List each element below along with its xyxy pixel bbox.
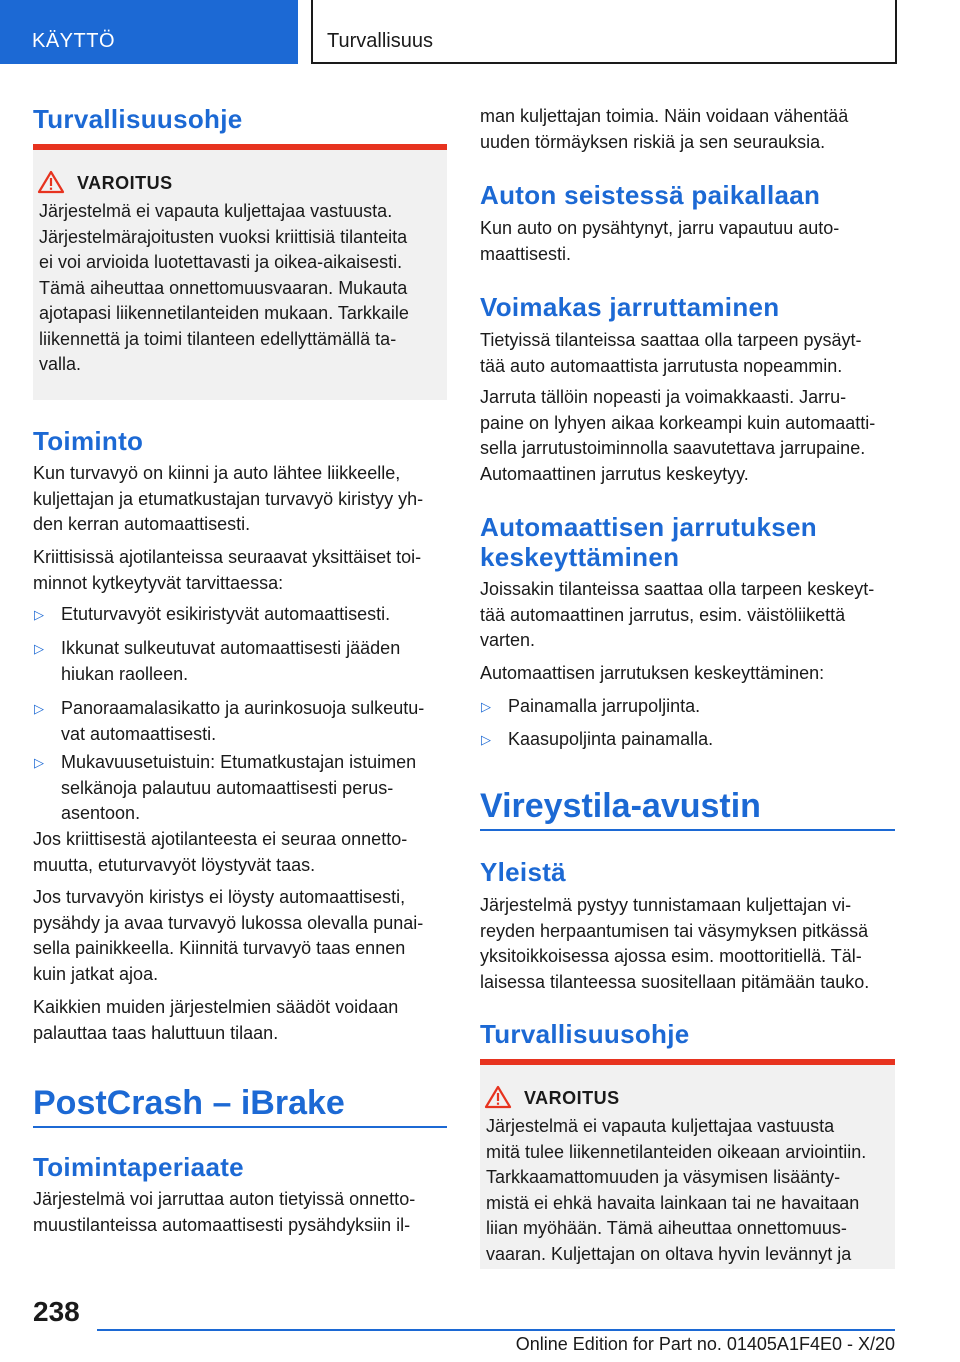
postcrash-heading: PostCrash – iBrake xyxy=(33,1084,345,1122)
list-item: ▷ Painamalla jarrupoljinta. xyxy=(480,694,895,720)
bullet-triangle-icon: ▷ xyxy=(34,755,44,770)
page-number: 238 xyxy=(33,1296,80,1327)
bullet-triangle-icon: ▷ xyxy=(481,699,491,714)
standstill-paragraph: Kun auto on pysähtynyt, jarru vapautuu auto- maattisesti. xyxy=(480,218,840,264)
warning-box xyxy=(33,144,447,400)
warning-title: VAROITUS xyxy=(77,173,173,193)
warning-box-2 xyxy=(480,1059,895,1269)
section-tab xyxy=(0,0,298,64)
standstill-heading: Auton seistessä paikallaan xyxy=(480,180,821,210)
warning-triangle-icon xyxy=(37,170,65,194)
safety-heading-2: Turvallisuusohje xyxy=(480,1019,690,1049)
chapter-label: Turvallisuus xyxy=(327,30,433,52)
paragraph: Jos kriittisestä ajotilanteesta ei seuraa onnetto- muutta, etuturvavyöt löystyvät taas. xyxy=(33,829,408,875)
chapter-tab xyxy=(311,0,897,64)
heading-rule xyxy=(33,1126,447,1128)
function-paragraph: Kun turvavyö on kiinni ja auto lähtee liikkeelle, kuljettajan ja etumatkustajan turvavyö kiristyy yh- den kerran automaattisesti. xyxy=(33,463,424,534)
principle-paragraph: Järjestelmä voi jarruttaa auton tietyissä onnetto- muustilanteissa automaattisesti pysähdyksiin il- xyxy=(33,1189,416,1235)
section-label: KÄYTTÖ xyxy=(32,30,116,52)
warning-text: Järjestelmä ei vapauta kuljettajaa vastuusta mitä tulee liikennetilanteiden oikeaan arviointiin. Tarkkaamattomuuden ja väsymisen lisäänty- mistä ei ehkä havaita lainkaan tai ne havaitaan liian myöhään. Tämä aiheuttaa onnettomuus- vaaran. Kuljettajan on oltava hyvin levännyt ja xyxy=(486,1116,867,1264)
bullet-triangle-icon: ▷ xyxy=(34,641,44,656)
function-paragraph-2: Kriittisissä ajotilanteissa seuraavat yksittäiset toi- minnot kytkeytyvät tarvittaessa: xyxy=(33,547,422,593)
list-item: ▷ Mukavuusetuistuin: Etumatkustajan istuimen selkänoja palautuu automaattisesti perus- asentoon. xyxy=(34,752,417,823)
paragraph: Kaikkien muiden järjestelmien säädöt voidaan palauttaa taas haluttuun tilaan. xyxy=(33,997,399,1043)
principle-heading: Toimintaperiaate xyxy=(33,1152,244,1182)
interrupt-paragraph: Joissakin tilanteissa saattaa olla tarpeen keskeyt- tää automaattinen jarrutus, esim. väistöliikettä varten. xyxy=(480,579,875,650)
warning-title: VAROITUS xyxy=(524,1088,620,1108)
function-heading: Toiminto xyxy=(33,426,144,456)
general-paragraph: Järjestelmä pystyy tunnistamaan kuljettajan vi- reyden herpaantumisen tai väsymyksen pitkässä yksitoikkoisessa ajossa esim. moottoritiellä. Täl- laisessa tilanteessa suositellaan pitämään tauko. xyxy=(480,895,870,992)
list-item: ▷ Kaasupoljinta painamalla. xyxy=(480,727,895,753)
warning-triangle-icon xyxy=(484,1085,512,1109)
alert-assistant-heading: Vireystila-avustin xyxy=(480,787,761,825)
footer-edition: Online Edition for Part no. 01405A1F4E0 - X/20 xyxy=(515,1334,895,1354)
list-item: ▷ Panoraamalasikatto ja aurinkosuoja sulkeutu- vat automaattisesti. xyxy=(34,698,425,744)
braking-paragraph-2: Jarruta tällöin nopeasti ja voimakkaasti. Jarru- paine on lyhyen aikaa korkeampi kuin automaatti- sella jarrutustoiminnolla saavutettava jarrupaine. Automaattinen jarrutus keskeytyy. xyxy=(480,387,876,484)
list-item: ▷ Etuturvavyöt esikiristyvät automaattisesti. xyxy=(33,602,447,628)
footer-rule xyxy=(97,1329,895,1331)
interrupt-heading: Automaattisen jarrutuksen keskeyttäminen xyxy=(480,512,817,572)
list-item: ▷ Ikkunat sulkeutuvat automaattisesti jääden hiukan raolleen. xyxy=(34,638,401,684)
general-heading: Yleistä xyxy=(480,857,566,887)
bullet-triangle-icon: ▷ xyxy=(481,732,491,747)
safety-heading: Turvallisuusohje xyxy=(33,104,243,134)
continued-paragraph: man kuljettajan toimia. Näin voidaan vähentää uuden törmäyksen riskiä ja sen seurauksia. xyxy=(480,106,849,152)
braking-paragraph: Tietyissä tilanteissa saattaa olla tarpeen pysäyt- tää auto automaattista jarrutusta nopeammin. xyxy=(480,330,862,376)
warning-text: Järjestelmä ei vapauta kuljettajaa vastuusta. Järjestelmärajoitusten vuoksi kriittisiä tilanteita ei voi arvioida luotettavasti ja oikea-aikaisesti. Tämä aiheuttaa onnettomuusvaaran. Mukauta ajotapasi liikennetilanteiden mukaan. Tarkkaile liikennettä ja toimi tilanteen edellyttämällä ta- valla. xyxy=(39,201,409,374)
bullet-triangle-icon: ▷ xyxy=(34,607,44,622)
interrupt-paragraph-2: Automaattisen jarrutuksen keskeyttäminen: xyxy=(480,663,825,683)
braking-heading: Voimakas jarruttaminen xyxy=(480,292,780,322)
bullet-triangle-icon: ▷ xyxy=(34,701,44,716)
paragraph: Jos turvavyön kiristys ei löysty automaattisesti, pysähdy ja avaa turvavyö lukossa olevalla punai- sella painikkeella. Kiinnitä turvavyö taas ennen kuin jatkat ajoa. xyxy=(33,887,424,984)
heading-rule xyxy=(480,829,895,831)
